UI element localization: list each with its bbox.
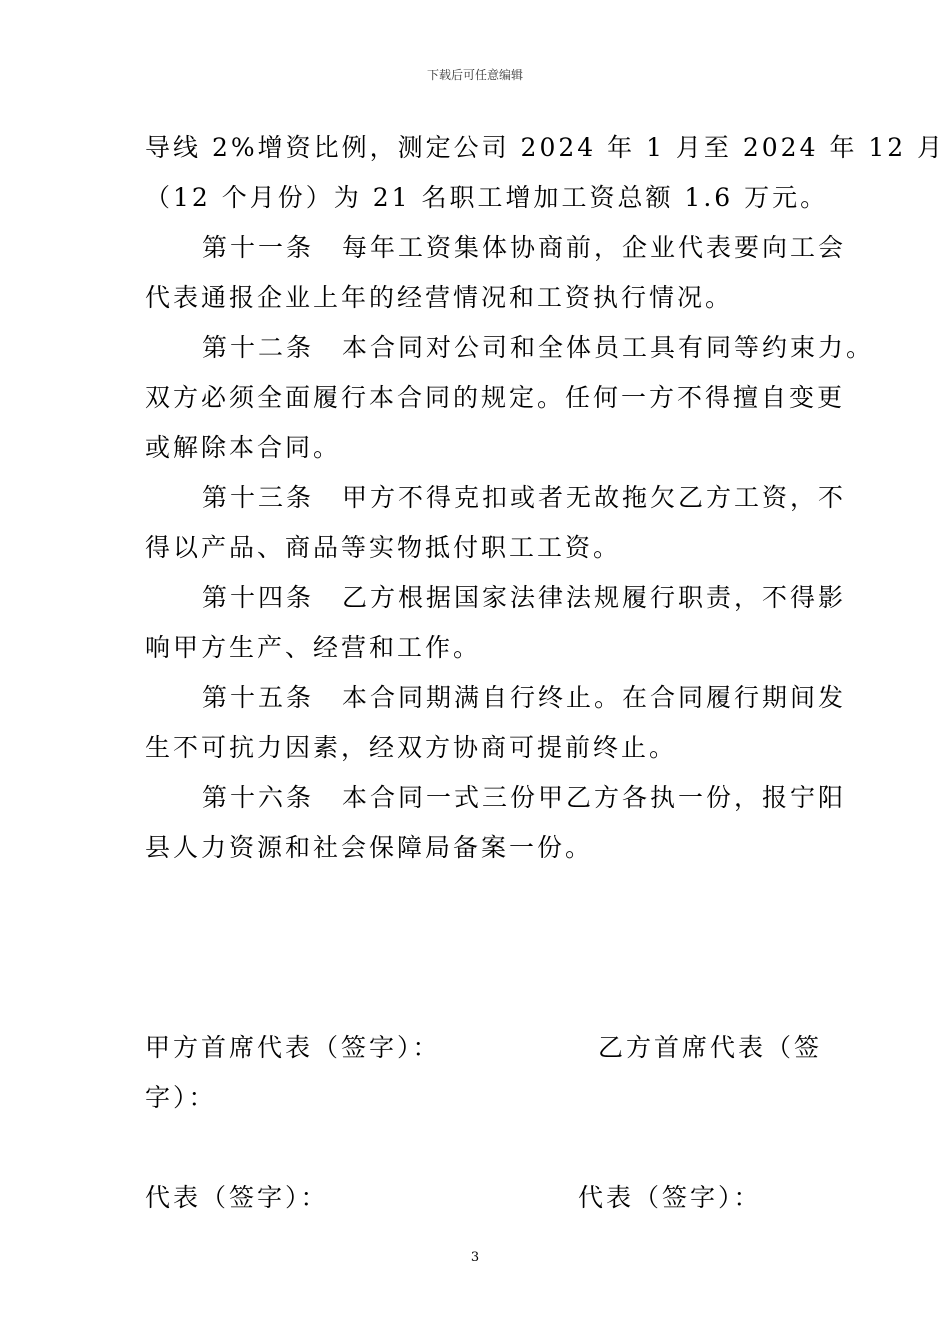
party-a-rep-signature: 代表（签字）： [145,1183,329,1212]
article-15: 第十五条 本合同期满自行终止。在合同履行期间发 [202,683,847,712]
article-14: 第十四条 乙方根据国家法律法规履行职责，不得影 [202,583,847,612]
article-12: 第十二条 本合同对公司和全体员工具有同等约束力。 [202,333,875,362]
party-b-chief-signature-cont: 字）： [145,1083,217,1112]
paragraph-line: 县人力资源和社会保障局备案一份。 [145,833,594,862]
paragraph-line: 导线 2%增资比例，测定公司 2024 年 1 月至 2024 年 12 月 [145,133,946,162]
paragraph-line: 得以产品、商品等实物抵付职工工资。 [145,533,622,562]
party-b-rep-signature: 代表（签字）： [578,1183,762,1212]
page-number: 3 [470,1250,480,1265]
paragraph-line: （12 个月份）为 21 名职工增加工资总额 1.6 万元。 [145,183,829,212]
paragraph-line: 生不可抗力因素，经双方协商可提前终止。 [145,733,678,762]
paragraph-line: 双方必须全面履行本合同的规定。任何一方不得擅自变更 [145,383,846,412]
paragraph-line: 或解除本合同。 [145,433,342,462]
party-b-chief-signature: 乙方首席代表（签 [598,1033,823,1062]
article-16: 第十六条 本合同一式三份甲乙方各执一份，报宁阳 [202,783,847,812]
page-header: 下载后可任意编辑 [426,68,523,82]
party-a-chief-signature: 甲方首席代表（签字）： [145,1033,441,1062]
article-11: 第十一条 每年工资集体协商前，企业代表要向工会 [202,233,847,262]
paragraph-line: 响甲方生产、经营和工作。 [145,633,482,662]
paragraph-line: 代表通报企业上年的经营情况和工资执行情况。 [145,283,734,312]
article-13: 第十三条 甲方不得克扣或者无故拖欠乙方工资，不 [202,483,847,512]
